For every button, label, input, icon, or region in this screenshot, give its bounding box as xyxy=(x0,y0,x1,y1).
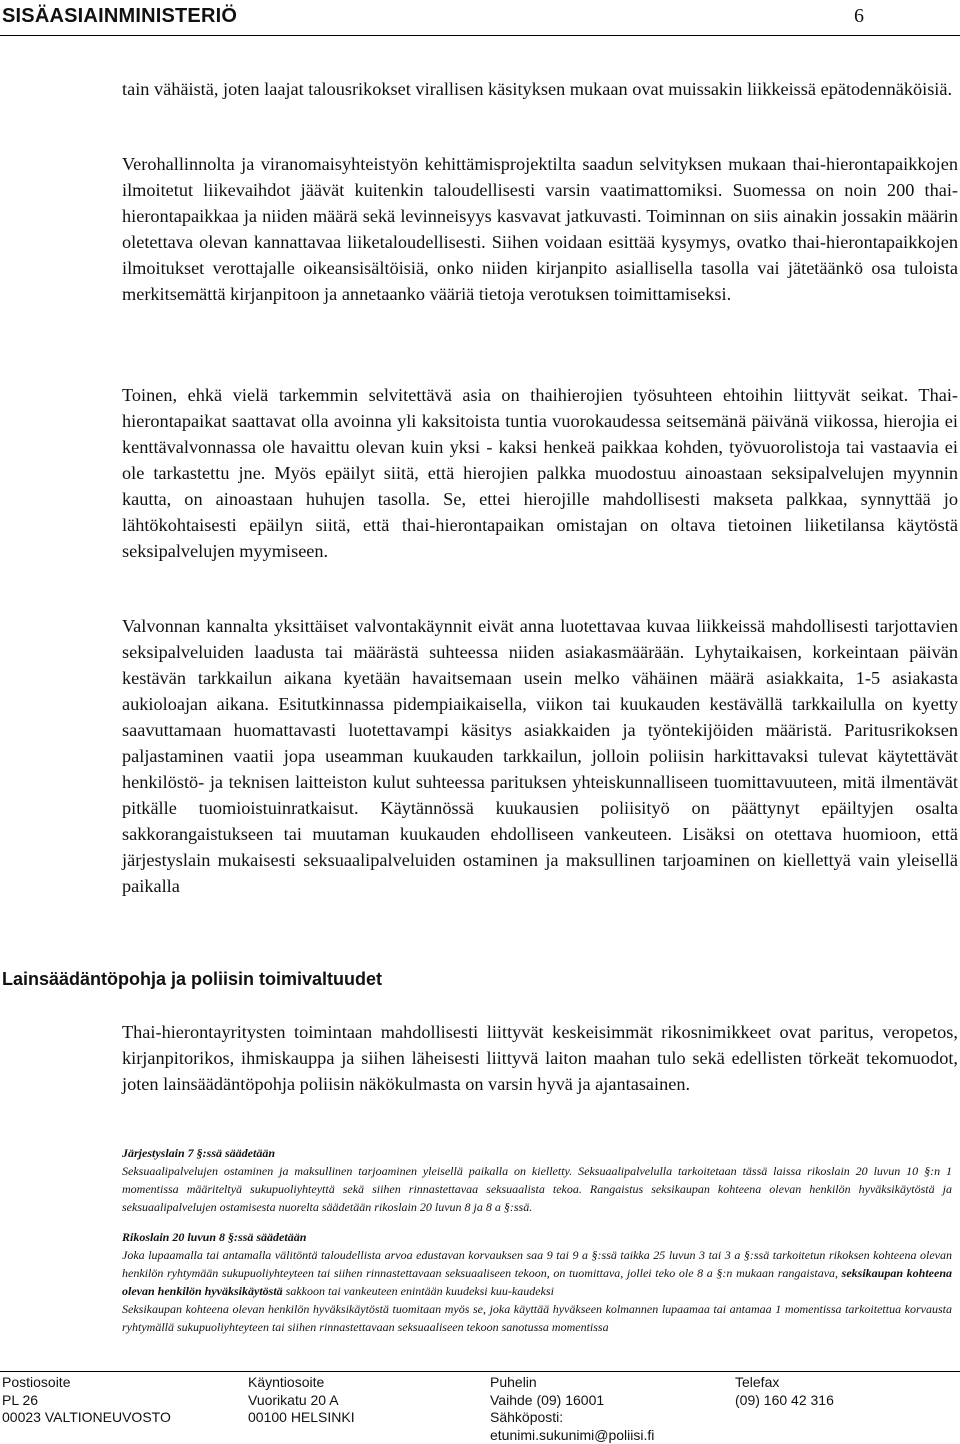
footnote-1 xyxy=(122,1144,952,1216)
footnote-2-text-c: Seksikaupan kohteena olevan henkilön hyväksikäytöstä tuomitaan myös se, joka käyttää hyväkseen kolmannen lupaamaa tai antamaa 1 momentissa tarkoitettua korvausta ryhtymällä sukupuoliyhteyteen tai siihen rinnastettavaan seksuaaliseen tekoon sanotussa momentissa xyxy=(122,1300,952,1336)
footnote-2-text-b: sakkoon tai vankeuteen enintään kuudeksi kuu-kaudeksi xyxy=(283,1284,554,1298)
page-header xyxy=(0,0,960,38)
footnote-1-text: Seksuaalipalvelujen ostaminen ja maksullinen tarjoaminen yleisellä paikalla on kielletty. Seksuaalipalvelulla tarkoitetaan tässä laissa rikoslain 20 luvun 10 §:n 1 momentissa määriteltyä sukupuoliyhteyttä sekä siihen rinnastettavaa seksuaalista tekoa. Rangaistus seksikaupan kohteena olevan henkilön hyväksikäytöstä ja seksuaalipalvelujen ostamisesta nuorelta säädetään rikoslain 20 luvun 8 ja 8 a §:ssä. xyxy=(122,1164,952,1214)
paragraph-5: Thai-hierontayritysten toimintaan mahdollisesti liittyvät keskeisimmät rikosnimikkeet ovat paritus, veropetos, kirjanpitorikos, ihmiskauppa ja siihen läheisesti liittyvä laiton maahan tulo sekä edellisten törkeät tekomuodot, joten lainsäädäntöpohja poliisin näkökulmasta on varsin hyvä ja ajantasainen. xyxy=(122,1019,958,1097)
footer-phone xyxy=(490,1374,654,1444)
ministry-title: SISÄASIAINMINISTERIÖ xyxy=(2,5,237,28)
footer-postal-address xyxy=(2,1374,171,1427)
phone-line-1: Vaihde (09) 16001 xyxy=(490,1392,654,1410)
footnote-2-emphasis: seksikaupan kohteena olevan henkilön hyväksikäytöstä xyxy=(122,1266,952,1298)
footnote-2-title: Rikoslain 20 luvun 8 §:ssä säädetään xyxy=(122,1228,952,1246)
fax-number: (09) 160 42 316 xyxy=(735,1392,834,1410)
footer-divider xyxy=(0,1371,960,1372)
page-footer xyxy=(0,1371,960,1442)
footer-visiting-address xyxy=(248,1374,355,1427)
visiting-line-2: 00100 HELSINKI xyxy=(248,1409,355,1427)
postal-label: Postiosoite xyxy=(2,1374,171,1392)
visiting-label: Käyntiosoite xyxy=(248,1374,355,1392)
header-divider xyxy=(0,35,960,36)
footnote-1-title: Järjestyslain 7 §:ssä säädetään xyxy=(122,1144,952,1162)
paragraph-3: Toinen, ehkä vielä tarkemmin selvitettävä asia on thaihierojien työsuhteen ehtoihin liittyvät seikat. Thai-hierontapaikat saattavat olla avoinna yli kaksitoista tuntia vuorokaudessa seitsemänä päivänä viikossa, hierojia ei kenttävalvonnassa ole havaittu olevan kuin yksi - kaksi henkeä paikkaa kohden, työvuorolistoja tai vastaavia ei ole tarkastettu jne. Myös epäilyt siitä, että hierojien palkka muodostuu ainoastaan seksipalvelujen myynnin kautta, on ainoastaan huhujen tasolla. Se, ettei hierojille mahdollisesti makseta palkkaa, synnyttää jo lähtökohtaisesti epäilyn siitä, että thai-hierontapaikan omistajan on oltava tietoinen liiketilansa käytöstä seksipalvelujen myymiseen. xyxy=(122,382,958,564)
postal-line-2: 00023 VALTIONEUVOSTO xyxy=(2,1409,171,1427)
footnote-2 xyxy=(122,1228,952,1336)
page-number: 6 xyxy=(854,5,864,28)
section-heading: Lainsäädäntöpohja ja poliisin toimivaltuudet xyxy=(2,969,382,990)
fax-label: Telefax xyxy=(735,1374,834,1392)
footer-fax xyxy=(735,1374,834,1409)
footnote-2-text-a: Joka lupaamalla tai antamalla välitöntä taloudellista arvoa edustavan korvauksen saa 9 tai 9 a §:ssä taikka 25 luvun 3 tai 3 a §:ssä tarkoitetun rikoksen kohteena olevan henkilön ryhtymään sukupuoliyhteyteen tai siihen rinnastettavaan seksuaaliseen tekoon, on tuomittava, jollei teko ole 8 a §:n mukaan rangaistava, xyxy=(122,1248,952,1280)
visiting-line-1: Vuorikatu 20 A xyxy=(248,1392,355,1410)
email-address[interactable]: etunimi.sukunimi@poliisi.fi xyxy=(490,1427,654,1444)
email-label: Sähköposti: xyxy=(490,1409,654,1427)
phone-label: Puhelin xyxy=(490,1374,654,1392)
postal-line-1: PL 26 xyxy=(2,1392,171,1410)
paragraph-1: tain vähäistä, joten laajat talousrikokset virallisen käsityksen mukaan ovat muissakin liikkeissä epätodennäköisiä. xyxy=(122,76,958,102)
paragraph-2: Verohallinnolta ja viranomaisyhteistyön kehittämisprojektilta saadun selvityksen mukaan thai-hierontapaikkojen ilmoitetut liikevaihdot jäävät kuitenkin taloudellisesti varsin vaatimattomiksi. Suomessa on noin 200 thai-hierontapaikkaa ja niiden määrä sekä levinneisyys kasvavat jatkuvasti. Toiminnan on siis ainakin jossakin määrin oletettava olevan kannattavaa liiketaloudellisesti. Siihen voidaan esittää kysymys, ovatko thai-hierontapaikkojen ilmoitukset verottajalle oikeansisältöisiä, onko niiden kirjanpito asiallisella tasolla vai jätetäänkö osa tuloista merkitsemättä kirjanpitoon ja annetaanko vääriä tietoja verotuksen toimittamiseksi. xyxy=(122,151,958,307)
paragraph-4: Valvonnan kannalta yksittäiset valvontakäynnit eivät anna luotettavaa kuvaa liikkeissä mahdollisesti tarjottavien seksipalveluiden laadusta tai määrästä suhteessa niiden asiakasmäärään. Lyhytaikaisen, korkeintaan päivän kestävän tarkkailun aikana kyetään havaitsemaan usein melko vähäinen määrä asiakkaita, 1-5 asiakasta aukioloajan aikana. Esitutkinnassa pidempiaikaisella, viikon tai kuukauden kestävällä tarkkailulla on kyetty saavuttamaan huomattavasti luotettavampi käsitys asiakkaiden ja työntekijöiden määristä. Paritusrikoksen paljastaminen vaatii jopa useamman kuukauden tarkkailun, jolloin poliisin harkittavaksi tulevat käytettävät henkilöstö- ja teknisen laitteiston kulut suhteessa parituksen yhteiskunnalliseen tuomittavuuteen, mitä ilmentävät pitkälle tuomioistuinratkaisut. Käytännössä kuukausien poliisityö on päättynyt epäiltyjen osalta sakkorangaistukseen tai muutaman kuukauden ehdolliseen vankeuteen. Lisäksi on otettava huomioon, että järjestyslain mukaisesti seksuaalipalveluiden ostaminen ja maksullinen tarjoaminen on kiellettyä vain yleisellä paikalla xyxy=(122,613,958,899)
